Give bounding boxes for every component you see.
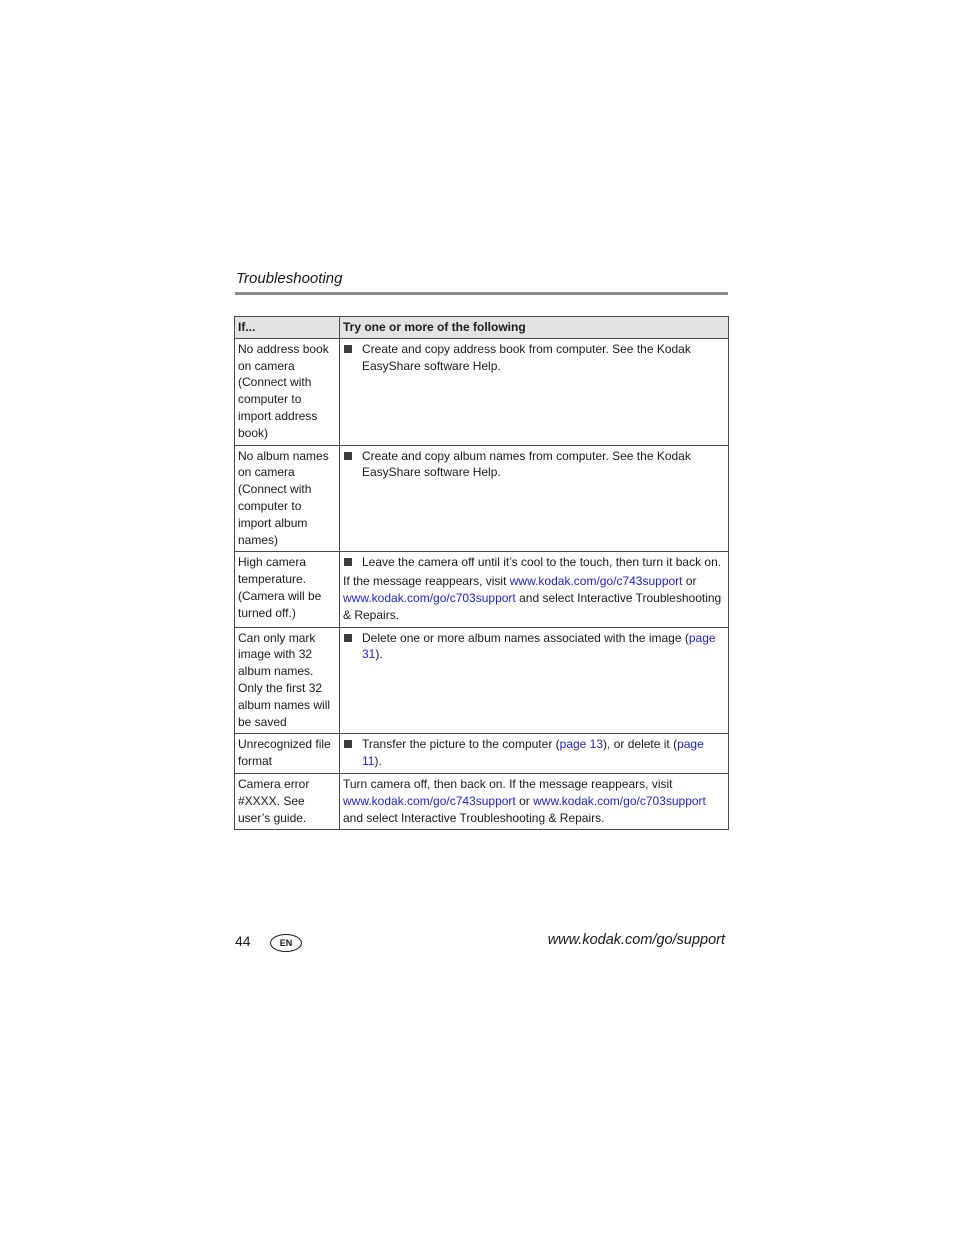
solution-cell (340, 445, 729, 552)
condition-cell: Camera error #XXXX. See user’s guide. (235, 773, 340, 829)
table-row (235, 552, 729, 627)
solution-bullet (343, 554, 725, 571)
column-header-try: Try one or more of the following (340, 317, 729, 339)
paragraph-text: Turn camera off, then back on. If the message reappears, visit (343, 776, 673, 791)
square-bullet-icon (344, 740, 352, 748)
footer-url: www.kodak.com/go/support (547, 932, 725, 948)
condition-cell: No album names on camera (Connect with computer to import album names) (235, 445, 340, 552)
bullet-text: Create and copy album names from computer. See the Kodak EasyShare software Help. (362, 448, 691, 480)
bullet-text (362, 736, 725, 770)
paragraph-text: or (682, 574, 697, 589)
column-header-if: If... (235, 317, 340, 339)
bullet-text (362, 630, 725, 664)
square-bullet-icon (344, 634, 352, 642)
solution-bullet (343, 736, 725, 770)
table-row (235, 338, 729, 445)
en-badge-icon: EN (270, 934, 302, 952)
paragraph-text: If the message reappears, visit (343, 574, 510, 589)
table-row (235, 734, 729, 774)
solution-bullet (343, 448, 725, 482)
bullet-text: Leave the camera off until it’s cool to the touch, then turn it back on. (362, 555, 722, 570)
bullet-text-part: ), or delete it ( (603, 737, 678, 752)
solution-cell (340, 552, 729, 627)
table-row (235, 445, 729, 552)
page-number: 44 (235, 933, 251, 949)
solution-bullet (343, 630, 725, 664)
solution-paragraph (343, 573, 725, 623)
page-section-title: Troubleshooting (236, 270, 343, 287)
support-link-c743[interactable]: www.kodak.com/go/c743support (343, 793, 516, 808)
paragraph-text: and select Interactive Troubleshooting & Repairs. (343, 590, 722, 622)
page-link[interactable]: page 13 (559, 737, 604, 752)
square-bullet-icon (344, 558, 352, 566)
solution-cell (340, 338, 729, 445)
table-row (235, 627, 729, 734)
paragraph-text: and select Interactive Troubleshooting & Repairs. (343, 810, 605, 825)
bullet-text: Create and copy address book from computer. See the Kodak EasyShare software Help. (362, 341, 691, 373)
table-header-row (235, 317, 729, 339)
bullet-text-part: Transfer the picture to the computer ( (362, 737, 560, 752)
support-link-c703[interactable]: www.kodak.com/go/c703support (533, 793, 706, 808)
paragraph-text: or (515, 793, 534, 808)
bullet-text-part: Delete one or more album names associated with the image ( (362, 630, 689, 645)
solution-bullet (343, 341, 725, 375)
square-bullet-icon (344, 452, 352, 460)
solution-paragraph (343, 776, 725, 826)
condition-cell: High camera temperature. (Camera will be turned off.) (235, 552, 340, 627)
page-link[interactable]: page 11 (362, 737, 704, 769)
square-bullet-icon (344, 345, 352, 353)
condition-cell: No address book on camera (Connect with computer to import address book) (235, 338, 340, 445)
bullet-text-part: ). (374, 754, 382, 769)
table-row (235, 773, 729, 829)
support-link-c703[interactable]: www.kodak.com/go/c703support (343, 590, 516, 605)
condition-cell: Unrecognized file format (235, 734, 340, 774)
page-link[interactable]: page 31 (362, 630, 716, 662)
condition-cell: Can only mark image with 32 album names. Only the first 32 album names will be saved (235, 627, 340, 734)
header-divider (235, 292, 728, 295)
solution-cell (340, 773, 729, 829)
bullet-text-part: ). (375, 647, 383, 662)
solution-cell (340, 734, 729, 774)
troubleshooting-table (234, 316, 729, 830)
support-link-c743[interactable]: www.kodak.com/go/c743support (509, 574, 683, 589)
solution-cell (340, 627, 729, 734)
